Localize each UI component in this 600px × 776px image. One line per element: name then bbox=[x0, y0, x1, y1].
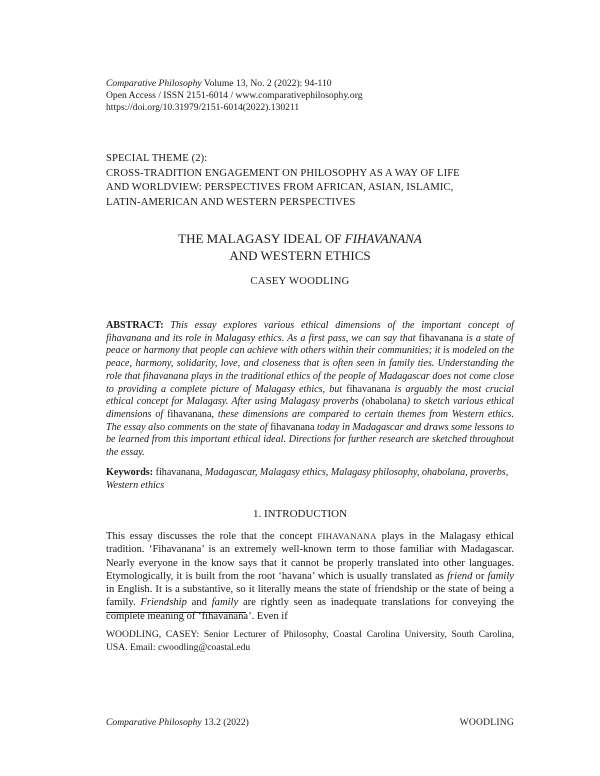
abstract bbox=[106, 320, 514, 460]
abstract-label: ABSTRACT: bbox=[106, 320, 164, 331]
abstract-text: , these dimensions are compared to certain themes from Western ethics. The essay also comments on the state of bbox=[106, 408, 514, 433]
special-theme bbox=[106, 152, 526, 210]
page-footer-citation bbox=[106, 717, 249, 728]
abstract-term: ohabolana bbox=[365, 396, 407, 408]
body-italic: Friendship bbox=[140, 597, 187, 609]
paper-title bbox=[60, 230, 540, 264]
footnote-rule bbox=[106, 612, 246, 613]
body-small-caps-term: FIHAVANANA bbox=[317, 531, 377, 541]
abstract-term: fihavanana bbox=[270, 421, 315, 433]
abstract-text: is arguably the most crucial ethical concept for Malagasy. After using Malagasy proverbs ( bbox=[106, 383, 514, 408]
theme-line: CROSS-TRADITION ENGAGEMENT ON PHILOSOPHY AS A WAY OF LIFE bbox=[106, 167, 460, 179]
footer-issue: 13.2 (2022) bbox=[201, 717, 249, 728]
body-italic: friend bbox=[447, 570, 473, 582]
body-text: plays in the Malagasy ethical tradition. ‘Fihavanana’ is an extremely well-known term to those familiar with Madagascar. Nearly everyone in the know says that it cannot be properly translated into other languages. Etymologically, it is built from the root ‘havana’ which is usually translated as bbox=[106, 531, 514, 582]
keywords-label: Keywords: bbox=[106, 467, 154, 478]
journal-citation bbox=[106, 78, 526, 90]
journal-header bbox=[106, 78, 526, 114]
running-head: WOODLING bbox=[459, 717, 514, 728]
abstract-term: fihavanana bbox=[418, 332, 463, 344]
body-text: or bbox=[472, 570, 488, 582]
abstract-text: today in Madagascar and draws some lessons to be learned from this important ethical ideal. Directions for further research are sketched throughout the essay. bbox=[106, 421, 514, 459]
body-text: are rightly seen as inadequate translations for conveying the complete meaning of ‘fihavanana’. Even if bbox=[106, 597, 515, 622]
body-italic: family bbox=[211, 597, 239, 609]
section-heading: 1. INTRODUCTION bbox=[252, 508, 348, 520]
keywords-list: Madagascar, Malagasy ethics, Malagasy philosophy, ohabolana, proverbs, Western ethics bbox=[106, 467, 509, 491]
keyword-first: fihavanana, bbox=[153, 467, 205, 478]
theme-line: LATIN-AMERICAN AND WESTERN PERSPECTIVES bbox=[106, 196, 356, 208]
title-italic-term: FIHAVANANA bbox=[344, 231, 422, 246]
theme-label: SPECIAL THEME (2): bbox=[106, 153, 208, 164]
title-line-2: AND WESTERN ETHICS bbox=[229, 248, 371, 263]
abstract-text: ) to sketch various ethical dimensions of bbox=[106, 396, 514, 420]
doi-link[interactable]: https://doi.org/10.31979/2151-6014(2022).130211 bbox=[106, 102, 300, 113]
body-text: and bbox=[186, 597, 212, 609]
abstract-text: This essay explores various ethical dimensions of the important concept of fihavanana and its role in Malagasy ethics. As a first pass, we can say that bbox=[106, 320, 514, 344]
journal-name: Comparative Philosophy bbox=[106, 78, 202, 89]
keywords bbox=[106, 467, 514, 492]
volume-issue: Volume 13, No. 2 (2022): 94-110 bbox=[201, 78, 332, 89]
author-name: CASEY WOODLING bbox=[250, 276, 350, 287]
footer-journal: Comparative Philosophy bbox=[106, 717, 202, 728]
footnote: WOODLING, CASEY: Senior Lecturer of Philosophy, Coastal Carolina University, South Carolina, USA. Email: cwoodling@coastal.edu bbox=[106, 629, 514, 654]
theme-line: AND WORLDVIEW: PERSPECTIVES FROM AFRICAN, ASIAN, ISLAMIC, bbox=[106, 182, 454, 193]
access-line: Open Access / ISSN 2151-6014 / www.comparativephilosophy.org bbox=[106, 90, 363, 101]
body-text: in English. It is a substantive, so it literally means the state of friendship or the state of being a family. bbox=[106, 584, 514, 609]
abstract-term: fihavanana bbox=[167, 408, 212, 420]
title-prefix: THE MALAGASY IDEAL OF bbox=[178, 231, 345, 246]
body-paragraph bbox=[106, 530, 514, 623]
abstract-term: fihavanana bbox=[346, 383, 391, 395]
abstract-text: is a state of peace or harmony that people can achieve with others within their communities; it is modeled on the peace, harmony, solidarity, love, and closeness that is often seen in family ties. Understanding the role that fihavanana plays in the traditional ethics of the people of Madagascar does not come close to providing a complete picture of Malagasy ethics, but bbox=[106, 332, 514, 395]
body-text: This essay discusses the role that the concept bbox=[106, 531, 318, 542]
body-italic: family bbox=[487, 570, 515, 582]
